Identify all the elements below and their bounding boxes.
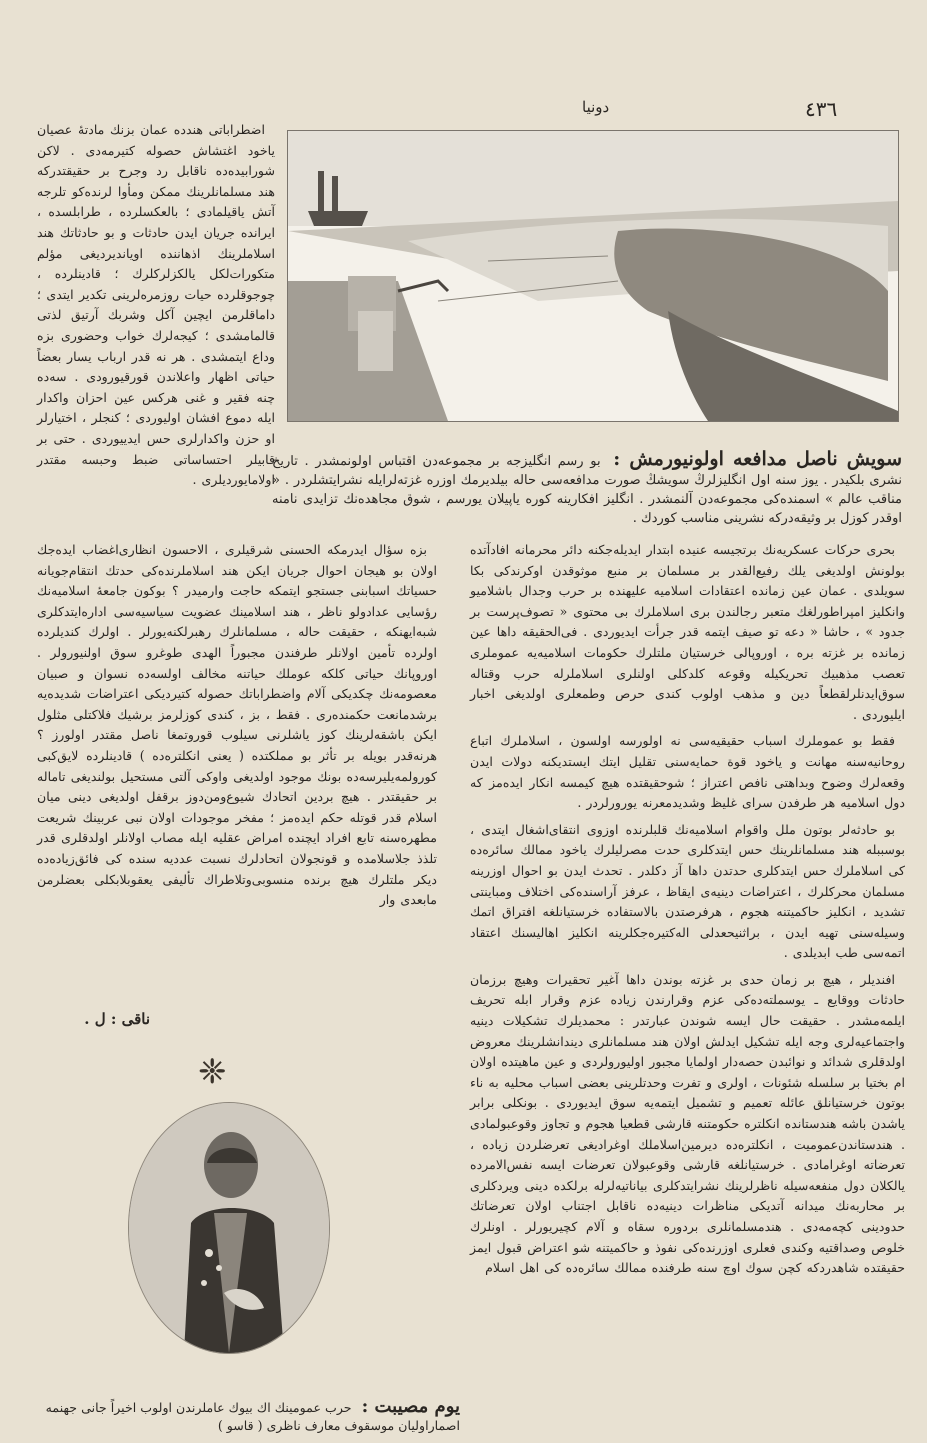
page-number: ٤٣٦	[805, 97, 838, 121]
portrait-photo	[128, 1102, 330, 1354]
paragraph: فقط بو عموملرك اسباب حقیقیه‌سی نه اولورسه اولسون ، اسلاملرك اتباع روحانیه‌سنه مهانت و یاخود قوة حمایه‌سنی تقلیل ایتك ایستدیکنه ‌دولات ایدن وقعه‌لرك وضوح وبداهتی نافص اعتراز ؛ شوحقیقتده هیچ کیمسه انکار ایده‌مز که دول اسلامیه هر طرفدن سرای غلیظ وشدیدمعرنه ‌یورورلردر .	[470, 733, 905, 811]
suez-canal-photo	[287, 130, 899, 422]
canal-engraving-illustration	[288, 131, 898, 421]
photo-caption	[272, 450, 902, 528]
left-middle-column	[37, 540, 437, 917]
paragraph: افندیلر ، هیچ بر زمان حدی بر غزته بوندن داها آغیر تحقیرات وهیچ برزمان حادثات ووقایع ـ یوسملته‌ده‌کی عزم وقرارندن زیاده عزم وقرار ابله تحریف ایلمه‌مشدر . حقیقت حال ایسه شوندن عبارتدر : محمدیلرك تشکیلات دینیه واجتماعیه‌لری وجه ایله تشکیل ایدلش اولان هند مسلمانلری دیندانشلرینك معروض اولدقلری شدائد و نوائبدن حصه‌دار اولمایا مجبور اولیورولردی و عین ماهیتده اولان ام بختیا بر سلسله شئونات ، اولری و تفرت وحدتلرینی بعضی اسباب محلیه‌ به ناء بوتون خرستیانلق عائله تعمیم و تشمیل ایتمه‌یه سوق ایدیوردی . بونکلی برابر یاشدن باشه هندستانده انکلتره حکومتنه قارشی قطعیا هجوم و تجاوز وقوعبولمادی . هندستاندن‌عمومیت ، انکلتره‌ده دیرمین‌اسلاملك اوغرادیغی تعرضلردن زیاده ، تعرضاته اوغرامادی . خرستیانلغه قارشی وقوعبولان تعرضات ایسه نفس‌الامرده ‌یالکلان دول منفعه‌سیله ناظرلرینك نشرایتدکلری بیاناتیه‌لرله برلکده دینی ویردکلری بر محاربه‌نك میدانه آتدیکی مناظرات دینیه‌ده ناقابل اجتناب اولان تعرضاتك حدودینی کچه‌مه‌دی . هندمسلمانلری بردوره سقاه و آلام کچیریورلر . اونلرك خلوص وصداقتیه‌ وکندی فعلری اوزرنده‌کی نفوذ و حاکمیتنه شو اعتراض قبول ایمز حقیقتده شاهدردکه کچن سوك اوچ سنه طرفنده ممالك سائره‌ده کی اهل اسلام	[470, 971, 905, 1276]
portrait-caption-title: یوم مصیبت :	[361, 1396, 460, 1417]
portrait-caption	[30, 1398, 460, 1435]
right-column	[470, 540, 905, 1285]
paragraph: بو حادثه‌لر بوتون ملل واقوام اسلامیه‌نك قلبلرنده اوزوی انتقای‌اشغال ایتدی ، بوسببله هند مسلمانلرینك حس ایتدکلری حدت مصرلیلرك یاخود ممالك سائره‌ده کی اسلاملرك حس ایتدکلری حدتدن داها آز دکلدر . تحدث ایدن بو احوال اوزرینه مسلمان محرکلرك ، اعتراضات دینیه‌ی ایقاظ ، عرفز آراسنده‌کی اختلاف ومباینتی تشدید ، انکلیز حاکمیتنه هجوم ، هرفرصتدن بالاستفاده خرستیانلغه افتراق اتمك وسیله‌سنی تهیه ایدن ، براثنیحعدلی اله‌کتیره‌جکلرینه انکلیز اهالیسنك اعتقاد اتمه‌سی طب ابدیلدی .	[470, 821, 905, 961]
photo-caption-title: سویش ناصل مدافعه اولونیورمش :	[613, 448, 903, 470]
portrait-caption-text: حرب عمومینك اك بیوك عاملرندن اولوب اخیراً جانی جهنمه اصماراولیان موسقوف معارف ناظری ( قاسو )	[45, 1400, 460, 1433]
author-signature: ناقی : ل .	[84, 1010, 150, 1028]
official-portrait-illustration	[129, 1103, 329, 1353]
paragraph: اضطراباتی هندده عمان بزنك مادتهٔ عصیان یاخود اغتشاش حصوله کتیرمه‌دی . لاکن شورابیده‌ده ناقابل رد وجرح بر حقیقتدرکه هند مسلمانلرینك ممکن ومأوا لرنده‌کو تلرجه آتش یاقیلمادی ؛ بالعکسلرده ، طرابلسده ، ایرانده جریان ایدن حادثات و بو حادثاتك هند اسلاملرینك اذهاننده اویاندیردیغی مؤلم متکورات‌لکل یالکزلرکلرك ؛ قادینلرده ، چوجوقلرده حیات روزمره‌لرینی تکدیر ایتدی ؛ داماقلرمن ایچین آکل وشربك آرتیق لذتی قالمامشدی ؛ کیجه‌لرك خواب وحضوری بزه وداع ایتمشدی . هر نه قدر ارباب یسار بعضاً حیاتی اظهار واعلاندن قورقیورودی . سه‌ده چنه فقیر و غنی هرکس عین احزان واکدار ایله دموع افشان اولیوردی ؛ کنجلر ، اختیارلر او حزن واکدارلری حس ایدییوردی . حتی بر قابیلر احتساساتی ضبط وحبسه مقتدر اولامایوردیلری .	[37, 122, 275, 488]
left-top-column	[37, 120, 275, 497]
running-title: دونیا	[582, 98, 610, 116]
paragraph: بزه سؤال ایدرمکه الحسنی شرقیلری ، الاحسون انظاری‌اغضاب ایده‌جك اولان بو هیجان احوال جریان ایکن هند اسلاملرنده‌کی حدتك انتقام‌جویانه حسیاتك اسبابنی جستجو ایتمکه حاجت وارمیدر ؟ بوکون جامعهٔ اسلامیه‌نك رؤسایی عدادولو ناظر ، هند اسلامینك عضویت سیاسیه‌سی اداره‌ایتدکلری شبه‌ایهنکه ، حقیقت حاله ، مسلمانلرك رهبرلکنه‌یورلر . اولرك کندیلرده اولرده‌ تأمین اولانلر طرفندن مجبوراً الهدی طوغرو سوق اولنیورولر . اوروپانك حیاتی کلکه عوملك حیاتنه مخالف اولسه‌ده نسوان و صبیان معصومه‌نك چکدیکی آلام واضطراباتك حصوله کتیردیکی اعتراضات شدیده‌یه برشدمانعت حکمنده‌ری . فقط ، بز ، کندی کوزلرمز برشیك فلاکتلی مثلول ایکن باشقه‌لرینك کوز یاشلرنی سیلوب قوروتمغا ناصل مقتدر اولورز ؟ هرنه‌قدر بویله بر تأثر بو مملکتده ( یعنی انکلتره‌ده ) قادینلرده لایق‌کبی کورولمه‌یلیرسه‌ده بونك موجود اولدیغی واوکی آلتی مستحیل بولندیغی تاماله بر حقیقتدر . هیچ بردین اتحادك شیوع‌ومن‌دوز برقفل اولدیغی دینی میان اسلام قدر قوتله حکم ایده‌مز ؛ مفخر موجودات اولان نبی عربینك شریعت مطهره‌سنه تابع افراد ایچنده امراض عقلیه ایله مصاب اولانلر اولدقلری قدر تلذذ جلاسلامده و قونجولان اتحادلرك نسبت عددیه سنده کی فائق‌زیاده‌ده دیکر ملتلرك هیچ برنده‌ منسوبی‌وتلاطراك تألیفی یعقوبلابکلی بعضلرمن مابعدی وار	[37, 542, 437, 908]
floral-ornament-icon: ❈	[198, 1052, 227, 1092]
paragraph: بحری حرکات عسکریه‌نك برتجیسه عنیده ابتدار ایدیله‌جکنه دائر محرمانه افادآتده بولونش اولدیغی یلك رفیع‌القدر بر مسلمان بر منبع موثوقدن اوکرندکی بکا سویلدی . عمان عین زمانده اعتقادات اسلامیه علیهنده بر حرب وجدال باشلامیو وانکلیز امپراطورلغك متعبر رجالندن بری اسلاملرك بی محتوی « تصوف‌پرست بر جدود » ، حاشا « دعه تو صیف ایتمه قدر جرأت ایدیوردی . فی‌الحقیقه داها عین زمانده بر غزته بره ، اوروپالی خرستیان ملتلرك حکومات اسلامیه‌یه عموملری تعصب مذهبیك تحریکیله وقوعه کلدکلی اولنلری اسلاملرله حرب وقتاله سوق‌ایدنلرلقطعاً دین و مذهب اولوب کندی حرص وطمعلری اولدیغی اخبار ایلیوردی .	[470, 542, 905, 722]
photo-caption-text: بو رسم انگلیزجه بر مجموعه‌دن اقتباس اولونمشدر . تاریخ نشری بلکیدر . یوز سنه اول انگلیزلرڭ سویشڭ صورت مدافعه‌سی حاله بیلدیرمك اوزره غزته‌لرایله نشرایتشلردر . « مناقب عالم » اسمنده‌کی مجموعه‌دن آلنمشدر . انگلیز افکارینه کوره یاپیلان یورسم ، شوق مجاهده‌نك تزایدی نامنه اوقدر کوزل بر وثیقه‌درکه نشرینی مناسب کوردك .	[272, 454, 902, 526]
